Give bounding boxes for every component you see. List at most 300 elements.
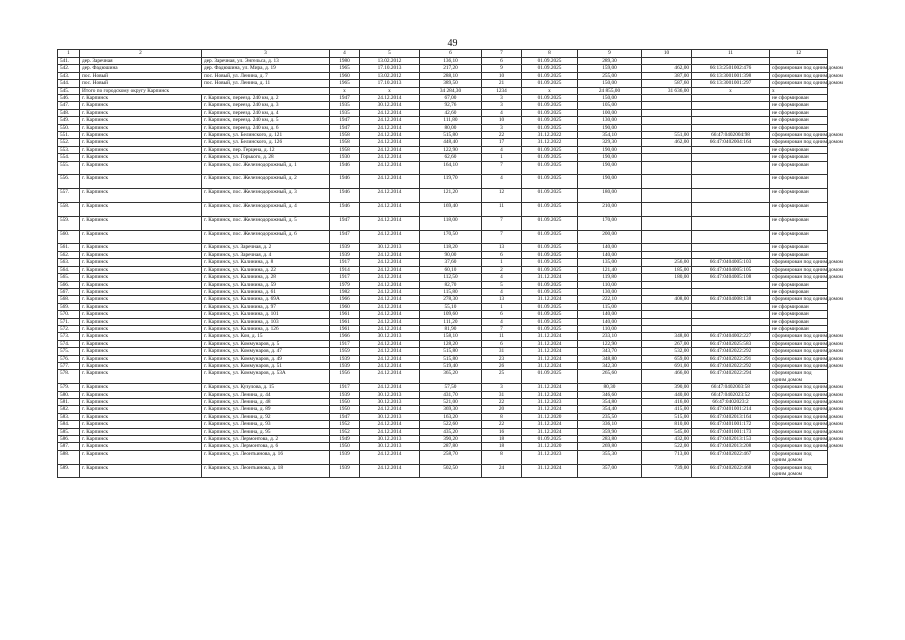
- date-cell: 24.12.2014: [360, 216, 420, 230]
- cadastral-number-cell: 66:47:0402022:292: [692, 362, 770, 369]
- settlement-cell: г. Карпинск: [80, 413, 202, 420]
- year-cell: 1947: [330, 124, 360, 131]
- table-row: [58, 102, 828, 109]
- status-cell: не сформирован: [770, 303, 828, 310]
- cadastral-number-cell: [692, 325, 770, 332]
- value-cell: 135,00: [578, 259, 642, 266]
- status-cell: сформирован под одним домом: [770, 80, 828, 87]
- year-cell: 1939: [330, 464, 360, 478]
- area-cell: 435,20: [420, 428, 482, 435]
- value-cell: 119,80: [578, 274, 642, 281]
- land-area-cell: [642, 281, 692, 288]
- date-cell: 24.12.2014: [360, 464, 420, 478]
- table-row: [58, 72, 828, 79]
- year-cell: 1952: [330, 428, 360, 435]
- table-row: [58, 464, 828, 478]
- address-cell: г. Карпинск, ул. Ленина, д. 44: [202, 391, 330, 398]
- year-cell: 1917: [330, 340, 360, 347]
- land-area-cell: [642, 311, 692, 318]
- area-cell: 121,20: [420, 189, 482, 203]
- status-cell: не сформирован: [770, 117, 828, 124]
- cadastral-number-cell: 66:47:0402013:208: [692, 443, 770, 450]
- date-cell: 24.12.2014: [360, 109, 420, 116]
- cadastral-number-cell: 66:13:3001001:398: [692, 72, 770, 79]
- cadastral-number-cell: [692, 318, 770, 325]
- value-cell: 140,00: [578, 251, 642, 258]
- year-cell: 1939: [330, 362, 360, 369]
- status-cell: не сформирован: [770, 230, 828, 244]
- table-row: [58, 436, 828, 443]
- table-row: [58, 139, 828, 146]
- settlement-cell: г. Карпинск: [80, 399, 202, 406]
- value-cell: 222,10: [578, 296, 642, 303]
- land-area-cell: 462,00: [642, 139, 692, 146]
- deadline-cell: 31.12.2020: [522, 413, 578, 420]
- row-number-cell: 542.: [58, 65, 80, 72]
- count-cell: 22: [482, 132, 522, 139]
- row-number-cell: 555.: [58, 161, 80, 175]
- column-number: 4: [330, 50, 360, 58]
- address-cell: пос. Новый, ул. Ленина, д. 7: [202, 72, 330, 79]
- deadline-cell: 01.09.2025: [522, 288, 578, 295]
- cadastral-number-cell: 66:47:0402013:164: [692, 413, 770, 420]
- deadline-cell: 31.12.2024: [522, 296, 578, 303]
- row-number-cell: 587.: [58, 443, 80, 450]
- value-cell: 140,00: [578, 318, 642, 325]
- land-area-cell: 466,00: [642, 370, 692, 384]
- value-cell: 115,00: [578, 303, 642, 310]
- count-cell: 21: [482, 80, 522, 87]
- settlement-cell: г. Карпинск: [80, 281, 202, 288]
- settlement-cell: г. Карпинск: [80, 132, 202, 139]
- settlement-cell: г. Карпинск: [80, 230, 202, 244]
- count-cell: 3: [482, 384, 522, 391]
- cadastral-number-cell: [692, 154, 770, 161]
- address-cell: дер. Фадюшина, ул. Мира, д. 19: [202, 65, 330, 72]
- row-number-cell: 558.: [58, 203, 80, 217]
- area-cell: 515,80: [420, 132, 482, 139]
- land-area-cell: 659,00: [642, 355, 692, 362]
- deadline-cell: 01.09.2025: [522, 216, 578, 230]
- table-row: [58, 421, 828, 428]
- land-area-cell: [642, 325, 692, 332]
- area-cell: 136,10: [420, 58, 482, 65]
- address-cell: г. Карпинск, ул. Коммунаров, д. 53А: [202, 370, 330, 384]
- row-number-cell: 580.: [58, 391, 80, 398]
- deadline-cell: 31.12.2024: [522, 362, 578, 369]
- deadline-cell: 31.12.2024: [522, 464, 578, 478]
- land-area-cell: 408,00: [642, 296, 692, 303]
- date-cell: 13.02.2012: [360, 58, 420, 65]
- deadline-cell: x: [522, 87, 578, 94]
- settlement-cell: г. Карпинск: [80, 146, 202, 153]
- date-cell: 24.12.2014: [360, 428, 420, 435]
- area-cell: 82,70: [420, 281, 482, 288]
- table-row: [58, 406, 828, 413]
- address-cell: г. Карпинск, ул. Коммунаров, д. 47: [202, 348, 330, 355]
- row-number-cell: 565.: [58, 274, 80, 281]
- area-cell: 158,10: [420, 333, 482, 340]
- deadline-cell: 31.12.2024: [522, 391, 578, 398]
- status-cell: сформирован под одним домом: [770, 428, 828, 435]
- settlement-cell: г. Карпинск: [80, 266, 202, 273]
- status-cell: сформирован под одним домом: [770, 421, 828, 428]
- cadastral-number-cell: 66:47:0404005:105: [692, 266, 770, 273]
- value-cell: 200,00: [578, 230, 642, 244]
- land-area-cell: 462,00: [642, 65, 692, 72]
- date-cell: 24.12.2014: [360, 325, 420, 332]
- row-number-cell: 545.: [58, 87, 80, 94]
- row-number-cell: 559.: [58, 216, 80, 230]
- count-cell: 3: [482, 124, 522, 131]
- settlement-cell: г. Карпинск: [80, 189, 202, 203]
- area-cell: 278,30: [420, 296, 482, 303]
- year-cell: 1939: [330, 244, 360, 251]
- count-cell: 2: [482, 266, 522, 273]
- status-cell: сформирован под одним домом: [770, 399, 828, 406]
- column-number: 7: [482, 50, 522, 58]
- cadastral-number-cell: 66:47:0402004:98: [692, 132, 770, 139]
- value-cell: 336,10: [578, 421, 642, 428]
- address-cell: г. Карпинск, пос. Железнодорожный, д. 5: [202, 216, 330, 230]
- value-cell: 233,10: [578, 333, 642, 340]
- count-cell: 22: [482, 399, 522, 406]
- value-cell: 159,00: [578, 65, 642, 72]
- year-cell: 1979: [330, 281, 360, 288]
- address-cell: пос. Новый, ул. Ленина, д. 11: [202, 80, 330, 87]
- table-row: [58, 318, 828, 325]
- area-cell: 112,50: [420, 274, 482, 281]
- table-row: [58, 362, 828, 369]
- area-cell: 81,90: [420, 325, 482, 332]
- year-cell: x: [330, 87, 360, 94]
- date-cell: 24.12.2014: [360, 203, 420, 217]
- cadastral-number-cell: [692, 102, 770, 109]
- status-cell: не сформирован: [770, 109, 828, 116]
- row-number-cell: 551.: [58, 132, 80, 139]
- deadline-cell: 31.12.2024: [522, 340, 578, 347]
- status-cell: сформирован под одним домом: [770, 132, 828, 139]
- status-cell: не сформирован: [770, 189, 828, 203]
- status-cell: сформирован под одним домом: [770, 443, 828, 450]
- year-cell: 1949: [330, 436, 360, 443]
- area-cell: 111,80: [420, 117, 482, 124]
- table-row: [58, 274, 828, 281]
- table-row: [58, 203, 828, 217]
- year-cell: 1939: [330, 450, 360, 464]
- row-number-cell: 563.: [58, 259, 80, 266]
- cadastral-number-cell: 66:47:0401001:214: [692, 406, 770, 413]
- year-cell: 1947: [330, 95, 360, 102]
- area-cell: 390,20: [420, 436, 482, 443]
- page-number: 49: [447, 38, 458, 49]
- count-cell: 3: [482, 102, 522, 109]
- land-area-cell: 415,00: [642, 406, 692, 413]
- area-cell: 515,80: [420, 348, 482, 355]
- settlement-cell: г. Карпинск: [80, 303, 202, 310]
- row-number-cell: 573.: [58, 333, 80, 340]
- row-number-cell: 560.: [58, 230, 80, 244]
- deadline-cell: 01.09.2025: [522, 189, 578, 203]
- address-cell: г. Карпинск, ул. Калинина, д. 97: [202, 303, 330, 310]
- settlement-cell: г. Карпинск: [80, 296, 202, 303]
- address-cell: г. Карпинск, пос. Железнодорожный, д. 2: [202, 175, 330, 189]
- status-cell: сформирован под одним домом: [770, 370, 828, 384]
- table-row: [58, 230, 828, 244]
- settlement-cell: г. Карпинск: [80, 318, 202, 325]
- address-cell: г. Карпинск, ул. Ленина, д. 93: [202, 421, 330, 428]
- table-row: [58, 281, 828, 288]
- count-cell: 24: [482, 464, 522, 478]
- status-cell: [770, 58, 828, 65]
- date-cell: 24.12.2014: [360, 124, 420, 131]
- table-row: [58, 399, 828, 406]
- row-number-cell: 584.: [58, 421, 80, 428]
- date-cell: 24.12.2014: [360, 132, 420, 139]
- cadastral-number-cell: 66:47:0404008:138: [692, 296, 770, 303]
- value-cell: 255,00: [578, 72, 642, 79]
- land-area-cell: 713,00: [642, 450, 692, 464]
- table-row: [58, 244, 828, 251]
- row-number-cell: 576.: [58, 355, 80, 362]
- deadline-cell: 01.09.2025: [522, 117, 578, 124]
- status-cell: сформирован под одним домом: [770, 274, 828, 281]
- count-cell: 17: [482, 139, 522, 146]
- area-cell: 502,50: [420, 464, 482, 478]
- deadline-cell: 01.09.2025: [522, 251, 578, 258]
- row-number-cell: 567.: [58, 288, 80, 295]
- deadline-cell: 31.12.2024: [522, 333, 578, 340]
- land-area-cell: 267,00: [642, 340, 692, 347]
- status-cell: сформирован под одним домом: [770, 72, 828, 79]
- settlement-cell: г. Карпинск: [80, 109, 202, 116]
- year-cell: 1950: [330, 443, 360, 450]
- area-cell: 115,80: [420, 288, 482, 295]
- value-cell: 105,00: [578, 102, 642, 109]
- cadastral-number-cell: 66:47:0402022:294: [692, 370, 770, 384]
- area-cell: 62,60: [420, 154, 482, 161]
- settlement-cell: г. Карпинск: [80, 348, 202, 355]
- cadastral-number-cell: 66:47:0402025:583: [692, 340, 770, 347]
- table-row: [58, 384, 828, 391]
- row-number-cell: 568.: [58, 296, 80, 303]
- area-cell: 515,80: [420, 355, 482, 362]
- total-label-cell: Итого по городскому округу Карпинск: [80, 87, 330, 94]
- cadastral-number-cell: [692, 311, 770, 318]
- row-number-cell: 588.: [58, 450, 80, 464]
- year-cell: 1946: [330, 161, 360, 175]
- date-cell: 24.12.2014: [360, 274, 420, 281]
- deadline-cell: 01.09.2025: [522, 303, 578, 310]
- row-number-cell: 572.: [58, 325, 80, 332]
- deadline-cell: 01.09.2025: [522, 95, 578, 102]
- settlement-cell: г. Карпинск: [80, 216, 202, 230]
- settlement-cell: г. Карпинск: [80, 117, 202, 124]
- year-cell: 1917: [330, 259, 360, 266]
- table-row: [58, 189, 828, 203]
- settlement-cell: г. Карпинск: [80, 384, 202, 391]
- address-cell: г. Карпинск, ул. Калинина, д. 101: [202, 311, 330, 318]
- table-row: [58, 311, 828, 318]
- address-cell: г. Карпинск, пер. Герцена, д. 12: [202, 146, 330, 153]
- cadastral-number-cell: 66:47:0404005:108: [692, 274, 770, 281]
- address-cell: г. Карпинск, ул. Заречная, д. 4: [202, 251, 330, 258]
- year-cell: 1946: [330, 175, 360, 189]
- cadastral-number-cell: 66:47:0402004:164: [692, 139, 770, 146]
- year-cell: 1947: [330, 117, 360, 124]
- year-cell: 1950: [330, 399, 360, 406]
- land-area-cell: 691,00: [642, 362, 692, 369]
- table-row: [58, 175, 828, 189]
- settlement-cell: г. Карпинск: [80, 102, 202, 109]
- year-cell: 1917: [330, 274, 360, 281]
- table-body: [58, 58, 843, 478]
- row-number-cell: 583.: [58, 413, 80, 420]
- deadline-cell: 31.12.2024: [522, 421, 578, 428]
- date-cell: 24.12.2014: [360, 251, 420, 258]
- address-cell: г. Карпинск, ул. Леонтьинова, д. 18: [202, 464, 330, 478]
- row-number-cell: 543.: [58, 72, 80, 79]
- row-number-cell: 556.: [58, 175, 80, 189]
- status-cell: сформирован под одним домом: [770, 266, 828, 273]
- row-number-cell: 582.: [58, 406, 80, 413]
- value-cell: 110,00: [578, 325, 642, 332]
- row-number-cell: 578.: [58, 370, 80, 384]
- value-cell: 180,00: [578, 189, 642, 203]
- deadline-cell: 01.09.2025: [522, 65, 578, 72]
- settlement-cell: г. Карпинск: [80, 244, 202, 251]
- row-number-cell: 547.: [58, 102, 80, 109]
- status-cell: сформирован под одним домом: [770, 384, 828, 391]
- table-row: [58, 370, 828, 384]
- address-cell: г. Карпинск, ул. Калинина, д. 61: [202, 288, 330, 295]
- status-cell: не сформирован: [770, 311, 828, 318]
- value-cell: 289,30: [578, 58, 642, 65]
- year-cell: 1939: [330, 251, 360, 258]
- value-cell: 122,90: [578, 340, 642, 347]
- area-cell: 34 284,30: [420, 87, 482, 94]
- deadline-cell: 31.12.2024: [522, 384, 578, 391]
- area-cell: 287,80: [420, 443, 482, 450]
- land-area-cell: [642, 109, 692, 116]
- cadastral-number-cell: [692, 230, 770, 244]
- land-area-cell: 440,00: [642, 391, 692, 398]
- deadline-cell: 31.12.2022: [522, 132, 578, 139]
- value-cell: 130,00: [578, 117, 642, 124]
- settlement-cell: дер. Заречная: [80, 58, 202, 65]
- value-cell: 265,60: [578, 370, 642, 384]
- deadline-cell: 01.09.2025: [522, 311, 578, 318]
- land-area-cell: [642, 189, 692, 203]
- cadastral-number-cell: [692, 251, 770, 258]
- table-row: [58, 65, 828, 72]
- row-number-cell: 564.: [58, 266, 80, 273]
- row-number-cell: 579.: [58, 384, 80, 391]
- table-row: [58, 146, 828, 153]
- area-cell: 42,60: [420, 109, 482, 116]
- row-number-cell: 581.: [58, 399, 80, 406]
- address-cell: г. Карпинск, ул. Ленина, д. 92: [202, 413, 330, 420]
- address-cell: г. Карпинск, ул. Калинина, д. 103: [202, 318, 330, 325]
- area-cell: 365,20: [420, 370, 482, 384]
- area-cell: 164,10: [420, 161, 482, 175]
- area-cell: 55,10: [420, 303, 482, 310]
- settlement-cell: г. Карпинск: [80, 391, 202, 398]
- value-cell: 190,00: [578, 175, 642, 189]
- year-cell: 1947: [330, 230, 360, 244]
- row-number-cell: 544.: [58, 80, 80, 87]
- value-cell: 348,80: [578, 355, 642, 362]
- value-cell: 190,00: [578, 146, 642, 153]
- value-cell: 150,00: [578, 80, 642, 87]
- date-cell: 24.12.2014: [360, 450, 420, 464]
- value-cell: 354,80: [578, 399, 642, 406]
- table-row: [58, 80, 828, 87]
- date-cell: 30.12.2013: [360, 443, 420, 450]
- deadline-cell: 01.09.2025: [522, 325, 578, 332]
- settlement-cell: г. Карпинск: [80, 203, 202, 217]
- address-cell: г. Карпинск, пос. Железнодорожный, д. 3: [202, 189, 330, 203]
- cadastral-number-cell: [692, 109, 770, 116]
- settlement-cell: г. Карпинск: [80, 421, 202, 428]
- deadline-cell: 01.09.2025: [522, 318, 578, 325]
- address-cell: г. Карпинск, ул. Лермонтова, д. 2: [202, 436, 330, 443]
- status-cell: не сформирован: [770, 154, 828, 161]
- address-cell: г. Карпинск, ул. Белинского, д. 121: [202, 132, 330, 139]
- date-cell: 24.12.2014: [360, 318, 420, 325]
- settlement-cell: пос. Новый: [80, 80, 202, 87]
- address-cell: г. Карпинск, ул. Ленина, д. 89: [202, 406, 330, 413]
- deadline-cell: 01.09.2025: [522, 436, 578, 443]
- cadastral-number-cell: 66:47:0402023:2: [692, 399, 770, 406]
- row-number-cell: 561.: [58, 244, 80, 251]
- deadline-cell: 01.09.2025: [522, 72, 578, 79]
- year-cell: 1917: [330, 384, 360, 391]
- table-row: [58, 348, 828, 355]
- date-cell: 30.12.2013: [360, 333, 420, 340]
- land-area-cell: 810,00: [642, 421, 692, 428]
- area-cell: 521,00: [420, 399, 482, 406]
- address-cell: г. Карпинск, пос. Железнодорожный, д. 4: [202, 203, 330, 217]
- deadline-cell: 31.12.2020: [522, 443, 578, 450]
- count-cell: 10: [482, 117, 522, 124]
- date-cell: 30.12.2013: [360, 436, 420, 443]
- address-cell: г. Карпинск, ул. Калинина, д. 22: [202, 266, 330, 273]
- value-cell: 343,70: [578, 348, 642, 355]
- year-cell: 1939: [330, 355, 360, 362]
- status-cell: не сформирован: [770, 95, 828, 102]
- year-cell: 1930: [330, 154, 360, 161]
- year-cell: 1961: [330, 318, 360, 325]
- area-cell: 519,40: [420, 362, 482, 369]
- deadline-cell: 01.09.2025: [522, 244, 578, 251]
- value-cell: 359,90: [578, 428, 642, 435]
- land-area-cell: [642, 303, 692, 310]
- value-cell: 355,30: [578, 450, 642, 464]
- land-area-cell: 515,00: [642, 413, 692, 420]
- cadastral-number-cell: [692, 146, 770, 153]
- table-row: [58, 340, 828, 347]
- value-cell: 346,60: [578, 391, 642, 398]
- deadline-cell: 01.09.2025: [522, 175, 578, 189]
- register-table: [57, 49, 843, 478]
- address-cell: г. Карпинск, ул. Леонтьинова, д. 16: [202, 450, 330, 464]
- value-cell: 110,00: [578, 281, 642, 288]
- cadastral-number-cell: [692, 189, 770, 203]
- date-cell: 17.10.2013: [360, 80, 420, 87]
- value-cell: 130,00: [578, 288, 642, 295]
- settlement-cell: г. Карпинск: [80, 161, 202, 175]
